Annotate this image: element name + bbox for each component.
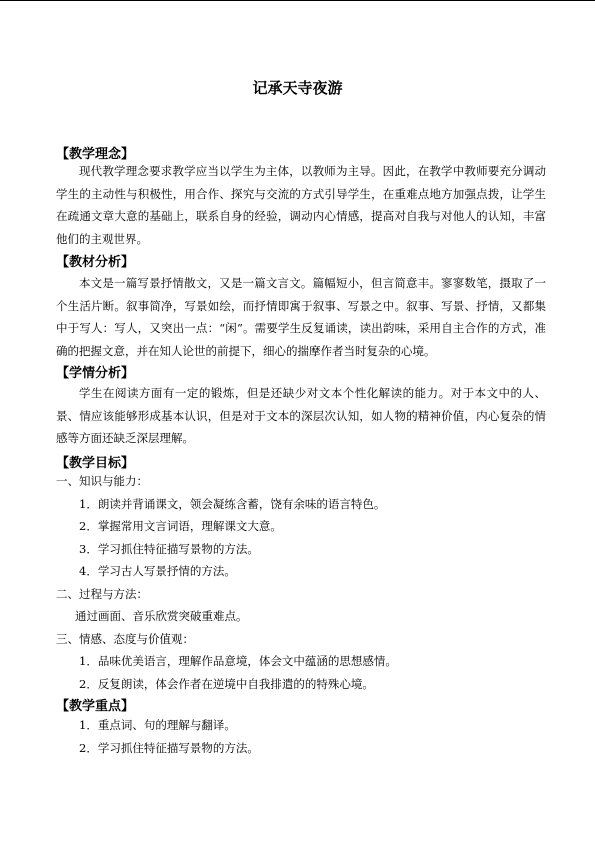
material-paragraph: 本文是一篇写景抒情散文，又是一篇文言文。篇幅短小，但言简意丰。寥寥数笔，摄取了一个生活片断。叙事简净，写景如绘，而抒情即寓于叙事、写景之中。叙事、写景、抒情，又都集中于写人：写人，又突出一点：“闲”。需要学生反复诵读，读出韵味，采用自主合作的方式，准确的把握文意，并在知人论世的前提下，细心的揣摩作者当时复杂的心境。 <box>56 276 546 358</box>
section-heading-material: 【教材分析】 <box>56 255 135 270</box>
concept-paragraph: 现代教学理念要求教学应当以学生为主体，以教师为主导。因此，在教学中教师要充分调动学生的主动性与积极性，用合作、探究与交流的方式引导学生，在重难点地方加强点拨，让学生在疏通文章大意的基础上，联系自身的经验，调动内心情感，提高对自我与对他人的认知，丰富他们的主观世界。 <box>56 164 546 246</box>
goals-knowledge-title: 一、知识与能力： <box>56 474 148 488</box>
section-heading-concept: 【教学理念】 <box>56 147 135 162</box>
goals-knowledge-item: 1．朗读并背诵课文，领会凝练含蓄，饶有余味的语言特色。 <box>79 497 386 511</box>
goals-emotion-item: 2．反复朗读，体会作者在逆境中自我排遣的的特殊心境。 <box>79 677 374 691</box>
students-paragraph: 学生在阅读方面有一定的锻炼，但是还缺少对文本个性化解读的能力。对于本文中的人、景、情应该能够形成基本认识，但是对于文本的深层次认知，如人物的精神价值，内心复杂的情感等方面还缺乏深层理解。 <box>56 386 546 445</box>
section-heading-goals: 【教学目标】 <box>56 456 135 471</box>
goals-process-title: 二、过程与方法： <box>56 587 148 601</box>
top-rule <box>0 0 595 1</box>
section-heading-students: 【学情分析】 <box>56 366 135 381</box>
goals-emotion-item: 1．品味优美语言，理解作品意境，体会文中蕴涵的思想感情。 <box>79 654 397 668</box>
goals-knowledge-item: 2．掌握常用文言词语，理解课文大意。 <box>79 519 282 533</box>
key-point-item: 1．重点词、句的理解与翻译。 <box>79 718 236 732</box>
goals-process-text: 通过画面、音乐欣赏突破重难点。 <box>75 609 248 623</box>
goals-knowledge-item: 4．学习古人写景抒情的方法。 <box>79 564 236 578</box>
key-point-item: 2．学习抓住特征描写景物的方法。 <box>79 741 259 755</box>
goals-emotion-title: 三、情感、态度与价值观： <box>56 632 194 646</box>
page-title: 记承天寺夜游 <box>252 79 343 97</box>
section-heading-key-points: 【教学重点】 <box>56 699 135 714</box>
goals-knowledge-item: 3．学习抓住特征描写景物的方法。 <box>79 542 259 556</box>
